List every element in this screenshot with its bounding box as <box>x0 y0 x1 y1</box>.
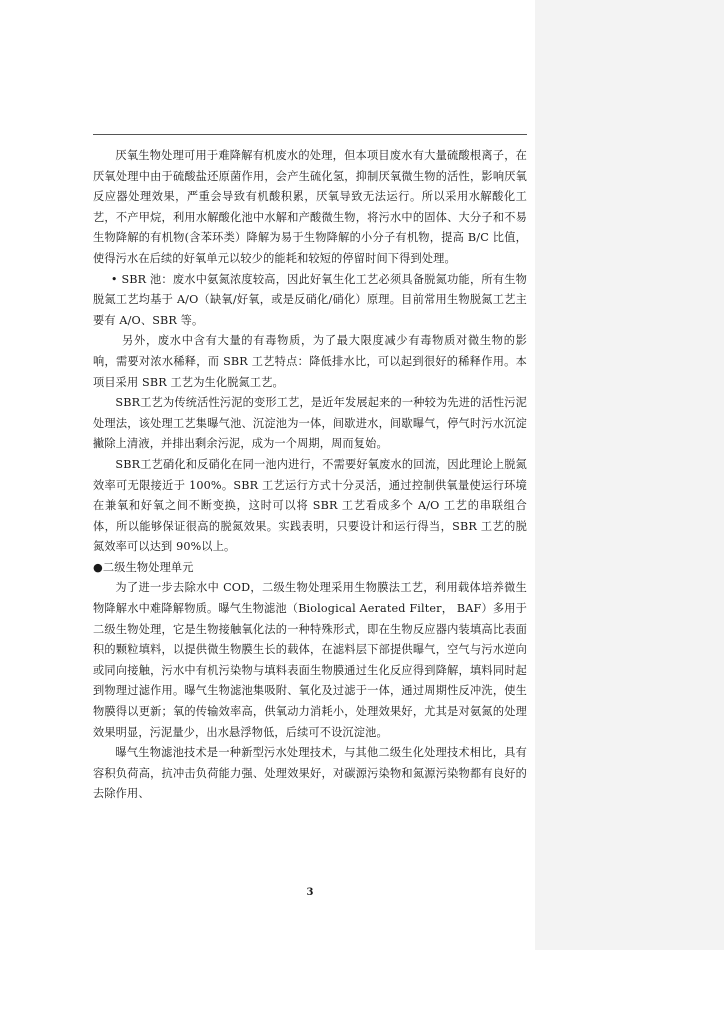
page-number: 3 <box>306 887 314 898</box>
section-heading-secondary-treatment: ●二级生物处理单元 <box>93 560 194 574</box>
paragraph-dilution: 另外，废水中含有大量的有毒物质，为了最大限度减少有毒物质对微生物的影响，需要对浓水稀释，而 SBR 工艺特点：降低排水比，可以起到很好的稀释作用。本项目采用 SBR 工艺为生化脱氮工艺。 <box>93 334 527 389</box>
paragraph-sbr-denitrification: SBR工艺硝化和反硝化在同一池内进行，不需要好氧废水的回流，因此理论上脱氮效率可无限接近于 100%。SBR 工艺运行方式十分灵活，通过控制供氧量使运行环境在兼氧和好氧之间不断变换，这时可以将 SBR 工艺看成多个 A/O 工艺的串联组合体，所以能够保证很高的脱氮效果。实践表明，只要设计和运行得当，SBR 工艺的脱氮效率可以达到 90%以上。 <box>93 457 527 554</box>
comment-margin-pane <box>535 0 724 950</box>
paragraph-sbr-tank: • SBR 池：废水中氨氮浓度较高，因此好氧生化工艺必须具备脱氮功能，所有生物脱氮工艺均基于 A/O（缺氧/好氧，或是反硝化/硝化）原理。目前常用生物脱氮工艺主要有 A/O、SBR 等。 <box>93 272 527 327</box>
paragraph-baf: 为了进一步去除水中 COD，二级生物处理采用生物膜法工艺，利用载体培养微生物降解水中难降解物质。曝气生物滤池（Biological Aerated Filter， BAF）多用于二级生物处理，它是生物接触氧化法的一种特殊形式，即在生物反应器内装填高比表面积的颗粒填料，以提供微生物膜生长的载体，在滤料层下部提供曝气，空气与污水逆向或同向接触，污水中有机污染物与填料表面生物膜通过生化反应得到降解，填料同时起到物理过滤作用。曝气生物滤池集吸附、氧化及过滤于一体，通过周期性反冲洗，使生物膜得以更新；氧的传输效率高，供氧动力消耗小，处理效果好，尤其是对氨氮的处理效果明显，污泥量少，出水悬浮物低，后续可不设沉淀池。 <box>93 581 527 739</box>
paragraph-sbr-process: SBR工艺为传统活性污泥的变形工艺，是近年发展起来的一种较为先进的活性污泥处理法，该处理工艺集曝气池、沉淀池为一体，间歇进水，间歇曝气，停气时污水沉淀撇除上清液，并排出剩余污泥，成为一个周期，周而复始。 <box>93 396 527 451</box>
paragraph-anaerobic: 厌氧生物处理可用于难降解有机废水的处理，但本项目废水有大量硫酸根离子，在厌氧处理中由于硫酸盐还原菌作用，会产生硫化氢，抑制厌氧微生物的活性，影响厌氧反应器处理效果，严重会导致有机酸积累，厌氧导致无法运行。所以采用水解酸化工艺，不产甲烷，利用水解酸化池中水解和产酸微生物，将污水中的固体、大分子和不易生物降解的有机物(含苯环类）降解为易于生物降解的小分子有机物，提高 B/C 比值，使得污水在后续的好氧单元以较少的能耗和较短的停留时间下得到处理。 <box>93 149 527 265</box>
body-text <box>93 146 527 805</box>
header-rule <box>93 134 527 135</box>
paragraph-baf-advantages: 曝气生物滤池技术是一种新型污水处理技术，与其他二级生化处理技术相比，具有容积负荷高，抗冲击负荷能力强、处理效果好，对碳源污染物和氮源污染物都有良好的去除作用、 <box>93 746 527 801</box>
